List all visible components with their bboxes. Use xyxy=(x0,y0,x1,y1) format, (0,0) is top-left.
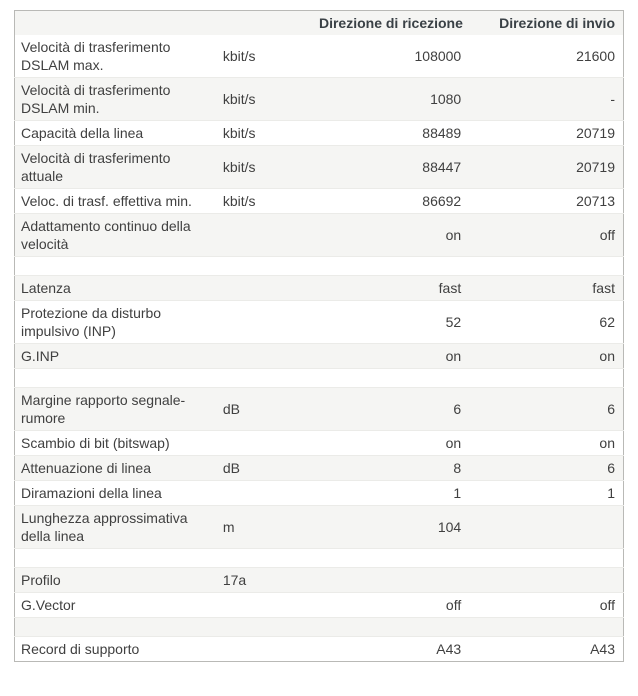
send-value-cell: 20713 xyxy=(469,189,623,214)
unit-cell: 17a xyxy=(223,568,311,593)
unit-cell: m xyxy=(223,506,311,549)
send-value-cell xyxy=(469,506,623,549)
spacer-cell xyxy=(15,369,624,388)
spacer-row xyxy=(15,369,624,388)
send-value-cell: 6 xyxy=(469,388,623,431)
send-value-cell: fast xyxy=(469,276,623,301)
table-row xyxy=(15,121,624,146)
unit-cell xyxy=(223,431,311,456)
receive-value-cell: 108000 xyxy=(414,48,462,64)
unit-cell: dB xyxy=(223,388,311,431)
table-row xyxy=(15,189,624,214)
label-cell: Velocità di trasferimento DSLAM max. xyxy=(21,39,171,73)
send-value-cell: 1 xyxy=(469,481,623,506)
receive-value-cell: A43 xyxy=(311,637,469,662)
send-value-cell: - xyxy=(469,78,623,121)
table-row xyxy=(15,388,624,431)
spacer-cell xyxy=(15,618,624,637)
unit-cell: kbit/s xyxy=(223,189,311,214)
label-cell: Protezione da disturbo impulsivo (INP) xyxy=(15,301,223,344)
spacer-cell xyxy=(15,549,624,568)
label-cell: Profilo xyxy=(15,568,223,593)
table-row xyxy=(15,301,624,344)
receive-value-cell: 86692 xyxy=(311,189,469,214)
unit-cell: kbit/s xyxy=(222,48,256,64)
receive-value-cell: 88447 xyxy=(311,146,469,189)
table-row xyxy=(15,276,624,301)
send-value-cell: 20719 xyxy=(469,146,623,189)
table-row xyxy=(15,456,624,481)
receive-value-cell: 8 xyxy=(311,456,469,481)
receive-value-cell xyxy=(311,568,469,593)
label-cell: Capacità della linea xyxy=(15,121,223,146)
receive-value-cell: off xyxy=(311,593,469,618)
receive-value-cell: on xyxy=(311,431,469,456)
label-cell: Latenza xyxy=(15,276,223,301)
table-row xyxy=(15,214,624,257)
send-value-cell: A43 xyxy=(469,637,623,662)
table-row xyxy=(15,568,624,593)
label-cell: Record di supporto xyxy=(15,637,223,662)
send-value-cell: on xyxy=(469,431,623,456)
receive-value-cell: 88489 xyxy=(311,121,469,146)
header-receive-direction: Direzione di ricezione xyxy=(318,15,463,31)
unit-cell xyxy=(223,214,311,257)
receive-value-cell: on xyxy=(311,214,469,257)
unit-cell: dB xyxy=(223,456,311,481)
label-cell: Attenuazione di linea xyxy=(15,456,223,481)
table-row xyxy=(15,146,624,189)
table-header-row xyxy=(15,11,624,36)
table-row xyxy=(15,78,624,121)
table-row xyxy=(15,35,624,78)
receive-value-cell: 104 xyxy=(311,506,469,549)
unit-cell: kbit/s xyxy=(223,78,311,121)
table-row xyxy=(15,593,624,618)
spacer-cell xyxy=(15,257,624,276)
send-value-cell: 21600 xyxy=(576,48,615,64)
unit-cell xyxy=(223,301,311,344)
spacer-row xyxy=(15,257,624,276)
send-value-cell: on xyxy=(469,344,623,369)
header-label-column xyxy=(15,11,223,36)
table-row xyxy=(15,431,624,456)
table-row xyxy=(15,637,624,662)
label-cell: Velocità di trasferimento DSLAM min. xyxy=(15,78,223,121)
send-value-cell xyxy=(469,568,623,593)
spacer-row xyxy=(15,549,624,568)
send-value-cell: 6 xyxy=(469,456,623,481)
send-value-cell: off xyxy=(469,593,623,618)
receive-value-cell: fast xyxy=(311,276,469,301)
label-cell: Margine rapporto segnale-rumore xyxy=(15,388,223,431)
receive-value-cell: on xyxy=(311,344,469,369)
unit-cell: kbit/s xyxy=(223,121,311,146)
receive-value-cell: 1080 xyxy=(311,78,469,121)
table-row xyxy=(15,344,624,369)
spacer-row xyxy=(15,618,624,637)
send-value-cell: 62 xyxy=(469,301,623,344)
receive-value-cell: 1 xyxy=(311,481,469,506)
table-row xyxy=(15,506,624,549)
dsl-info-table xyxy=(14,10,624,662)
unit-cell: kbit/s xyxy=(223,146,311,189)
unit-cell xyxy=(223,637,311,662)
unit-cell xyxy=(223,276,311,301)
label-cell: G.Vector xyxy=(15,593,223,618)
label-cell: Lunghezza approssimativa della linea xyxy=(15,506,223,549)
label-cell: Veloc. di trasf. effettiva min. xyxy=(15,189,223,214)
send-value-cell: 20719 xyxy=(469,121,623,146)
header-send-direction: Direzione di invio xyxy=(499,15,615,31)
send-value-cell: off xyxy=(469,214,623,257)
unit-cell xyxy=(223,593,311,618)
label-cell: Scambio di bit (bitswap) xyxy=(15,431,223,456)
table-row xyxy=(15,481,624,506)
unit-cell xyxy=(223,481,311,506)
header-unit-column xyxy=(223,11,311,36)
unit-cell xyxy=(223,344,311,369)
label-cell: Velocità di trasferimento attuale xyxy=(15,146,223,189)
label-cell: G.INP xyxy=(15,344,223,369)
receive-value-cell: 6 xyxy=(311,388,469,431)
label-cell: Diramazioni della linea xyxy=(15,481,223,506)
receive-value-cell: 52 xyxy=(311,301,469,344)
label-cell: Adattamento continuo della velocità xyxy=(15,214,223,257)
